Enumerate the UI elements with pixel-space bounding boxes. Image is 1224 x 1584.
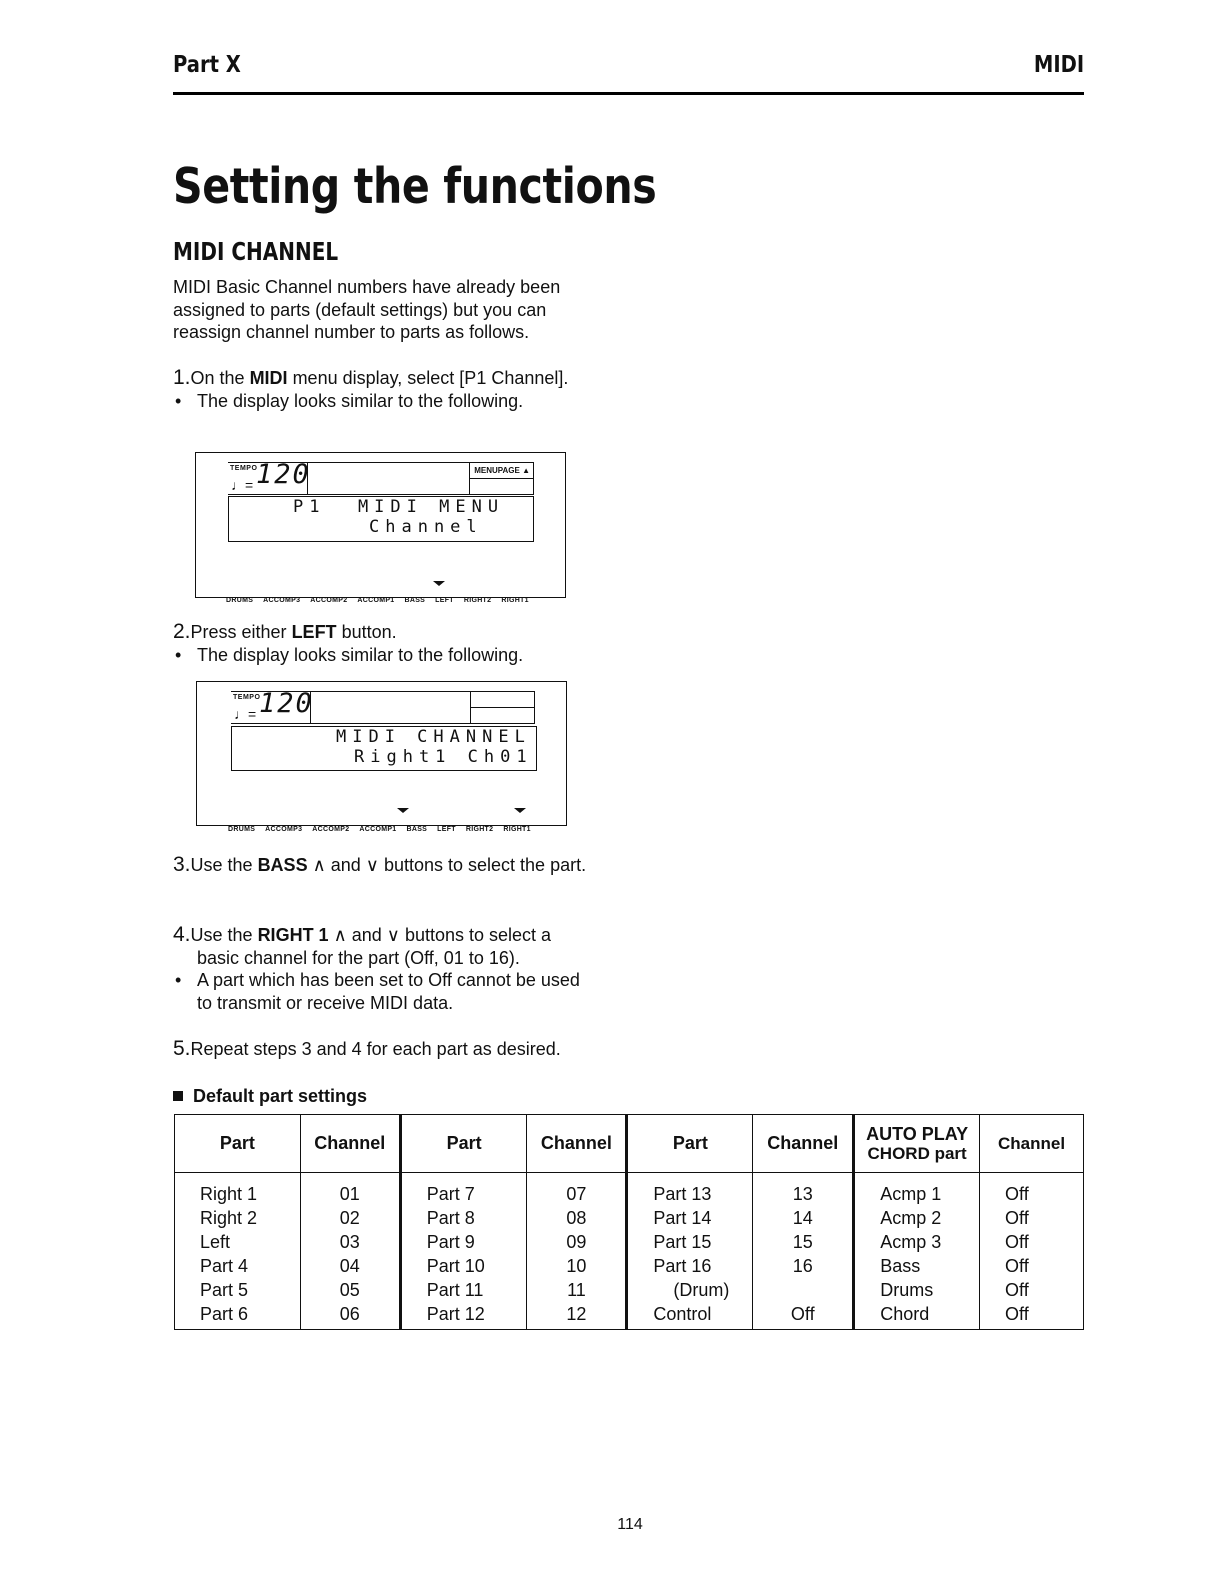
table-row xyxy=(175,1230,1084,1254)
lcd-line-1: MIDI CHANNEL xyxy=(336,727,531,747)
table-cell: Off xyxy=(980,1254,1084,1278)
lcd-button-label: RIGHT1 xyxy=(501,597,529,604)
default-settings-table xyxy=(174,1114,1084,1330)
table-cell: Acmp 3 xyxy=(854,1230,980,1254)
table-cell: 13 xyxy=(753,1173,854,1207)
step-5: 5.Repeat steps 3 and 4 for each part as desired. xyxy=(173,1037,561,1060)
table-cell: 14 xyxy=(753,1206,854,1230)
table-cell: Chord xyxy=(854,1302,980,1330)
lcd-line-2: Right1 Ch01 xyxy=(354,747,533,767)
table-cell: 01 xyxy=(300,1173,400,1207)
table-row xyxy=(175,1254,1084,1278)
step-number: 5. xyxy=(173,1037,191,1060)
table-cell: Right 2 xyxy=(175,1206,301,1230)
tempo-value: 120 xyxy=(256,459,311,490)
table-cell: Right 1 xyxy=(175,1173,301,1207)
table-cell: Acmp 2 xyxy=(854,1206,980,1230)
step-number: 3. xyxy=(173,853,191,876)
table-cell: Off xyxy=(980,1206,1084,1230)
header-part: Part X xyxy=(173,52,241,78)
lcd-line-1: P1 MIDI MENU xyxy=(293,497,505,517)
table-row xyxy=(175,1278,1084,1302)
step-2: 2.Press either LEFT button. • The display looks similar to the following. xyxy=(173,621,598,666)
table-row xyxy=(175,1206,1084,1230)
lcd-button-label: ACCOMP2 xyxy=(310,597,348,604)
table-cell: Off xyxy=(980,1230,1084,1254)
table-cell: Off xyxy=(753,1302,854,1330)
table-cell: Part 11 xyxy=(400,1278,527,1302)
button-labels-2 xyxy=(228,826,531,833)
lcd-button-label: RIGHT2 xyxy=(463,597,492,604)
page-number: 114 xyxy=(617,1516,643,1533)
table-cell: Part 6 xyxy=(175,1302,301,1330)
table-cell: Part 7 xyxy=(400,1173,527,1207)
step-number: 1. xyxy=(173,366,191,389)
lcd-button-label: RIGHT2 xyxy=(465,826,494,833)
down-arrow-icon xyxy=(397,808,409,813)
menupage-indicator: MENUPAGE ▲ xyxy=(470,463,533,479)
table-cell: Left xyxy=(175,1230,301,1254)
table-cell: Part 13 xyxy=(627,1173,753,1207)
lcd-button-label: ACCOMP1 xyxy=(359,826,397,833)
table-cell: Drums xyxy=(854,1278,980,1302)
table-row xyxy=(175,1173,1084,1207)
table-cell: 09 xyxy=(527,1230,627,1254)
table-cell: 11 xyxy=(527,1278,627,1302)
table-row xyxy=(175,1302,1084,1330)
header-channel-2: Channel xyxy=(527,1115,627,1173)
header-channel-1: Channel xyxy=(300,1115,400,1173)
header-section: MIDI xyxy=(1033,52,1084,78)
table-cell: Bass xyxy=(854,1254,980,1278)
header-channel-3: Channel xyxy=(753,1115,854,1173)
table-cell: 15 xyxy=(753,1230,854,1254)
page-title: Setting the functions xyxy=(173,158,657,215)
header-part-1: Part xyxy=(175,1115,301,1173)
defaults-heading: Default part settings xyxy=(173,1086,367,1107)
table-cell: Part 4 xyxy=(175,1254,301,1278)
header-part-3: Part xyxy=(627,1115,753,1173)
lcd-line-2: Channel xyxy=(369,517,483,537)
header-channel-4: Channel xyxy=(980,1115,1084,1173)
table-cell: Control xyxy=(627,1302,753,1330)
table-cell: Part 14 xyxy=(627,1206,753,1230)
table-cell: Part 9 xyxy=(400,1230,527,1254)
lcd-button-label: ACCOMP3 xyxy=(265,826,303,833)
table-cell: 12 xyxy=(527,1302,627,1330)
step-bullet: • The display looks similar to the following. xyxy=(173,390,598,413)
lcd-button-label: DRUMS xyxy=(228,826,256,833)
step-4: 4.Use the RIGHT 1 ∧ and ∨ buttons to select a basic channel for the part (Off, 01 to 16). • A part which has been set to Off cannot be used to transmit or receive MIDI data. xyxy=(173,924,598,1014)
table-cell: 05 xyxy=(300,1278,400,1302)
table-cell: 08 xyxy=(527,1206,627,1230)
lcd-button-label: ACCOMP1 xyxy=(357,597,395,604)
lcd-button-label: LEFT xyxy=(437,826,456,833)
lcd-display-2: TEMPO ♩= 120 MIDI CHANNEL Right1 Ch01 xyxy=(196,681,567,826)
table-cell xyxy=(753,1278,854,1302)
table-cell: 07 xyxy=(527,1173,627,1207)
table-cell: 10 xyxy=(527,1254,627,1278)
table-cell: Part 16 xyxy=(627,1254,753,1278)
table-cell: 02 xyxy=(300,1206,400,1230)
lcd-display-1: TEMPO ♩= 120 MENUPAGE ▲ P1 MIDI MENU Channel xyxy=(195,452,566,598)
lcd-button-label: ACCOMP2 xyxy=(312,826,350,833)
table-cell: Part 12 xyxy=(400,1302,527,1330)
step-bullet: • The display looks similar to the following. xyxy=(173,644,598,667)
lcd-button-label: ACCOMP3 xyxy=(263,597,301,604)
section-title: MIDI CHANNEL xyxy=(173,237,339,266)
down-arrow-icon xyxy=(514,808,526,813)
step-number: 4. xyxy=(173,923,191,946)
table-cell: Off xyxy=(980,1278,1084,1302)
tempo-value: 120 xyxy=(259,688,314,719)
lcd-button-label: DRUMS xyxy=(226,597,254,604)
button-labels-1 xyxy=(226,597,529,604)
table-cell: (Drum) xyxy=(627,1278,753,1302)
header-autoplay-chord: AUTO PLAY CHORD part xyxy=(854,1115,980,1173)
table-cell: 04 xyxy=(300,1254,400,1278)
intro-paragraph: MIDI Basic Channel numbers have already been assigned to parts (default settings) but you can reassign channel number to parts as follows. xyxy=(173,277,561,342)
step-number: 2. xyxy=(173,620,191,643)
table-cell: Part 8 xyxy=(400,1206,527,1230)
table-cell: Part 10 xyxy=(400,1254,527,1278)
lcd-button-label: RIGHT1 xyxy=(503,826,531,833)
lcd-button-label: BASS xyxy=(404,597,426,604)
header-part-2: Part xyxy=(400,1115,527,1173)
lcd-button-label: LEFT xyxy=(435,597,454,604)
table-cell: 06 xyxy=(300,1302,400,1330)
step-1: 1.On the MIDI menu display, select [P1 Channel]. • The display looks similar to the following. xyxy=(173,367,598,412)
table-cell: Acmp 1 xyxy=(854,1173,980,1207)
lcd-button-label: BASS xyxy=(406,826,428,833)
table-cell: 03 xyxy=(300,1230,400,1254)
table-cell: 16 xyxy=(753,1254,854,1278)
header-rule xyxy=(173,92,1084,95)
step-bullet: • A part which has been set to Off cannot be used to transmit or receive MIDI data. xyxy=(173,969,598,1014)
square-bullet-icon xyxy=(173,1091,183,1101)
table-cell: Off xyxy=(980,1173,1084,1207)
table-cell: Off xyxy=(980,1302,1084,1330)
down-arrow-icon xyxy=(433,581,445,586)
step-3: 3.Use the BASS ∧ and ∨ buttons to select the part. xyxy=(173,853,587,876)
table-cell: Part 15 xyxy=(627,1230,753,1254)
table-cell: Part 5 xyxy=(175,1278,301,1302)
